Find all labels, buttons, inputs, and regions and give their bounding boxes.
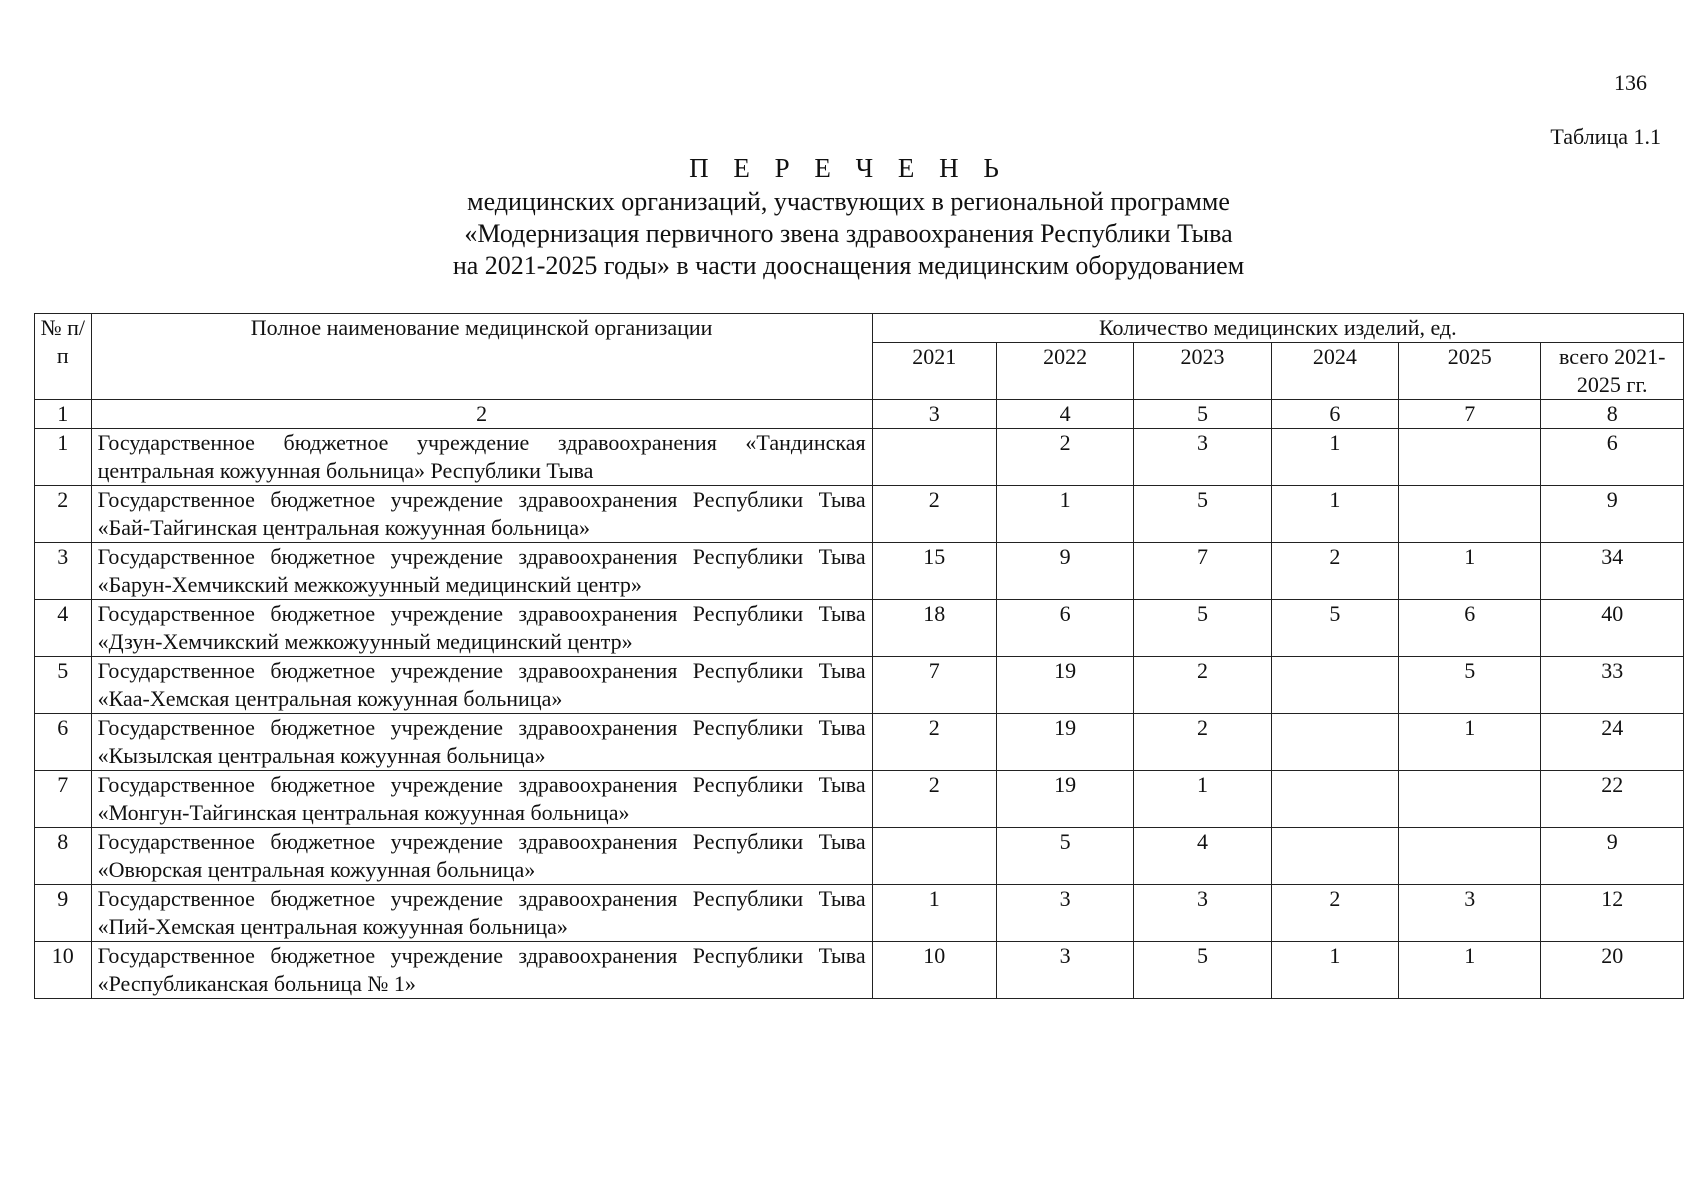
column-index-row — [35, 400, 1684, 429]
total-cell: 9 — [1541, 486, 1684, 543]
value-2022-cell: 5 — [996, 828, 1133, 885]
index-cell: 3 — [872, 400, 996, 429]
value-2025-cell: 1 — [1398, 942, 1540, 999]
table-row — [35, 828, 1684, 885]
value-2023-cell: 2 — [1134, 714, 1271, 771]
value-2021-cell: 2 — [872, 771, 996, 828]
value-2022-cell: 3 — [996, 942, 1133, 999]
value-2025-cell — [1398, 486, 1540, 543]
row-number-cell: 1 — [35, 429, 92, 486]
value-2024-cell: 1 — [1271, 429, 1398, 486]
value-2025-cell: 5 — [1398, 657, 1540, 714]
value-2022-cell: 2 — [996, 429, 1133, 486]
total-cell: 6 — [1541, 429, 1684, 486]
value-2025-cell: 3 — [1398, 885, 1540, 942]
header-row-1 — [35, 314, 1684, 343]
table-row — [35, 600, 1684, 657]
value-2025-cell: 1 — [1398, 543, 1540, 600]
value-2022-cell: 19 — [996, 657, 1133, 714]
value-2022-cell: 19 — [996, 714, 1133, 771]
header-quantity-group: Количество медицинских изделий, ед. — [872, 314, 1683, 343]
header-name: Полное наименование медицинской организации — [91, 314, 872, 400]
heading-line-2: «Модернизация первичного звена здравоохранения Республики Тыва — [464, 219, 1233, 248]
row-number-cell: 5 — [35, 657, 92, 714]
row-number-cell: 10 — [35, 942, 92, 999]
value-2022-cell: 1 — [996, 486, 1133, 543]
value-2021-cell — [872, 429, 996, 486]
organization-name-cell: Государственное бюджетное учреждение здравоохранения «Тандинская центральная кожуунная больница» Республики Тыва — [91, 429, 872, 486]
organization-name-cell: Государственное бюджетное учреждение здравоохранения Республики Тыва «Кызылская центральная кожуунная больница» — [91, 714, 872, 771]
total-cell: 20 — [1541, 942, 1684, 999]
value-2024-cell: 1 — [1271, 486, 1398, 543]
header-year-2023: 2023 — [1134, 343, 1271, 400]
value-2025-cell — [1398, 828, 1540, 885]
value-2024-cell — [1271, 714, 1398, 771]
value-2021-cell: 18 — [872, 600, 996, 657]
index-cell: 4 — [996, 400, 1133, 429]
value-2024-cell: 2 — [1271, 543, 1398, 600]
value-2024-cell: 1 — [1271, 942, 1398, 999]
value-2024-cell — [1271, 657, 1398, 714]
table-row — [35, 885, 1684, 942]
index-cell: 7 — [1398, 400, 1540, 429]
value-2023-cell: 2 — [1134, 657, 1271, 714]
value-2021-cell — [872, 828, 996, 885]
total-cell: 24 — [1541, 714, 1684, 771]
organization-name-cell: Государственное бюджетное учреждение здравоохранения Республики Тыва «Бай-Тайгинская центральная кожуунная больница» — [91, 486, 872, 543]
heading-line-3: на 2021-2025 годы» в части дооснащения медицинским оборудованием — [452, 251, 1245, 280]
organization-name-cell: Государственное бюджетное учреждение здравоохранения Республики Тыва «Монгун-Тайгинская центральная кожуунная больница» — [91, 771, 872, 828]
value-2023-cell: 5 — [1134, 486, 1271, 543]
value-2023-cell: 1 — [1134, 771, 1271, 828]
index-cell: 5 — [1134, 400, 1271, 429]
heading-line-1: медицинских организаций, участвующих в региональной программе — [467, 187, 1230, 216]
value-2024-cell — [1271, 771, 1398, 828]
document-heading — [0, 152, 1697, 282]
value-2024-cell: 5 — [1271, 600, 1398, 657]
row-number-cell: 2 — [35, 486, 92, 543]
organization-name-cell: Государственное бюджетное учреждение здравоохранения Республики Тыва «Пий-Хемская центральная кожуунная больница» — [91, 885, 872, 942]
organization-name-cell: Государственное бюджетное учреждение здравоохранения Республики Тыва «Республиканская больница № 1» — [91, 942, 872, 999]
table-row — [35, 771, 1684, 828]
table-row — [35, 486, 1684, 543]
header-total: всего 2021-2025 гг. — [1541, 343, 1684, 400]
value-2023-cell: 7 — [1134, 543, 1271, 600]
organization-name-cell: Государственное бюджетное учреждение здравоохранения Республики Тыва «Барун-Хемчикский межкожуунный медицинский центр» — [91, 543, 872, 600]
value-2022-cell: 6 — [996, 600, 1133, 657]
total-cell: 34 — [1541, 543, 1684, 600]
index-cell: 2 — [91, 400, 872, 429]
index-cell: 1 — [35, 400, 92, 429]
organizations-table — [34, 313, 1684, 999]
header-year-2022: 2022 — [996, 343, 1133, 400]
value-2021-cell: 15 — [872, 543, 996, 600]
page-number: 136 — [1614, 70, 1647, 95]
value-2021-cell: 2 — [872, 486, 996, 543]
table-row — [35, 714, 1684, 771]
table-label: Таблица 1.1 — [1550, 124, 1661, 149]
total-cell: 12 — [1541, 885, 1684, 942]
value-2021-cell: 1 — [872, 885, 996, 942]
value-2025-cell — [1398, 771, 1540, 828]
value-2025-cell: 1 — [1398, 714, 1540, 771]
table-row — [35, 942, 1684, 999]
organization-name-cell: Государственное бюджетное учреждение здравоохранения Республики Тыва «Каа-Хемская центральная кожуунная больница» — [91, 657, 872, 714]
row-number-cell: 8 — [35, 828, 92, 885]
total-cell: 40 — [1541, 600, 1684, 657]
table-row — [35, 543, 1684, 600]
table-row — [35, 429, 1684, 486]
value-2023-cell: 3 — [1134, 429, 1271, 486]
total-cell: 33 — [1541, 657, 1684, 714]
value-2022-cell: 19 — [996, 771, 1133, 828]
index-cell: 6 — [1271, 400, 1398, 429]
header-year-2025: 2025 — [1398, 343, 1540, 400]
value-2022-cell: 9 — [996, 543, 1133, 600]
total-cell: 22 — [1541, 771, 1684, 828]
value-2023-cell: 4 — [1134, 828, 1271, 885]
organization-name-cell: Государственное бюджетное учреждение здравоохранения Республики Тыва «Овюрская центральная кожуунная больница» — [91, 828, 872, 885]
value-2025-cell — [1398, 429, 1540, 486]
row-number-cell: 7 — [35, 771, 92, 828]
table-row — [35, 657, 1684, 714]
value-2023-cell: 3 — [1134, 885, 1271, 942]
value-2022-cell: 3 — [996, 885, 1133, 942]
heading-title: П Е Р Е Ч Е Н Ь — [689, 153, 1008, 183]
header-year-2024: 2024 — [1271, 343, 1398, 400]
value-2024-cell — [1271, 828, 1398, 885]
total-cell: 9 — [1541, 828, 1684, 885]
header-number: № п/п — [35, 314, 92, 400]
row-number-cell: 4 — [35, 600, 92, 657]
row-number-cell: 3 — [35, 543, 92, 600]
organization-name-cell: Государственное бюджетное учреждение здравоохранения Республики Тыва «Дзун-Хемчикский межкожуунный медицинский центр» — [91, 600, 872, 657]
index-cell: 8 — [1541, 400, 1684, 429]
value-2023-cell: 5 — [1134, 600, 1271, 657]
value-2021-cell: 7 — [872, 657, 996, 714]
value-2021-cell: 2 — [872, 714, 996, 771]
header-year-2021: 2021 — [872, 343, 996, 400]
row-number-cell: 9 — [35, 885, 92, 942]
value-2021-cell: 10 — [872, 942, 996, 999]
row-number-cell: 6 — [35, 714, 92, 771]
value-2024-cell: 2 — [1271, 885, 1398, 942]
value-2025-cell: 6 — [1398, 600, 1540, 657]
value-2023-cell: 5 — [1134, 942, 1271, 999]
